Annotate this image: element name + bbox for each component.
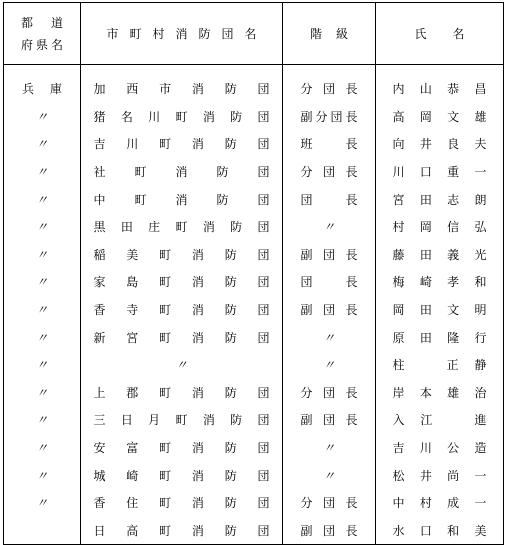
prefecture-cell bbox=[4, 489, 81, 517]
name-cell-text: 岸 本 雄 治 bbox=[392, 385, 487, 400]
name-cell-text: 宮 田 志 朗 bbox=[392, 192, 487, 207]
prefecture-cell-text: 〃 bbox=[35, 413, 48, 428]
prefecture-cell-text: 〃 bbox=[35, 330, 48, 345]
header-rank-label: 階 級 bbox=[310, 27, 348, 41]
rank-cell bbox=[283, 185, 376, 213]
name-cell bbox=[376, 103, 504, 131]
rank-cell bbox=[283, 379, 376, 407]
city-cell-text: 新 宮 町 消 防 団 bbox=[93, 330, 270, 345]
rank-cell bbox=[283, 65, 376, 103]
name-cell-text: 入 江 進 bbox=[392, 413, 487, 428]
table-header bbox=[4, 3, 504, 65]
city-cell-text: 猪 名 川 町 消 防 団 bbox=[93, 109, 270, 124]
rank-cell-text: 分 団 長 bbox=[300, 385, 358, 400]
city-cell-text: 香 寺 町 消 防 団 bbox=[93, 303, 270, 318]
name-cell bbox=[376, 213, 504, 241]
table-row bbox=[4, 185, 504, 213]
rank-cell bbox=[283, 158, 376, 186]
prefecture-cell-text: 〃 bbox=[35, 137, 48, 152]
city-cell bbox=[81, 130, 283, 158]
rank-cell bbox=[283, 489, 376, 517]
name-cell bbox=[376, 434, 504, 462]
name-cell bbox=[376, 268, 504, 296]
rank-cell-text: 団 長 bbox=[300, 192, 358, 207]
city-cell-text: 加 西 市 消 防 団 bbox=[93, 82, 270, 97]
name-cell bbox=[376, 517, 504, 545]
city-cell bbox=[81, 351, 283, 379]
prefecture-cell-text: 〃 bbox=[35, 192, 48, 207]
table-body bbox=[4, 65, 504, 545]
name-cell bbox=[376, 379, 504, 407]
city-cell bbox=[81, 241, 283, 269]
city-cell-text: 上 郡 町 消 防 団 bbox=[93, 385, 270, 400]
rank-cell-text: 副 団 長 bbox=[300, 413, 358, 428]
name-cell bbox=[376, 461, 504, 489]
city-cell bbox=[81, 461, 283, 489]
table-row bbox=[4, 489, 504, 517]
prefecture-cell bbox=[4, 241, 81, 269]
rank-cell-text: 〃 bbox=[322, 330, 335, 345]
header-rank bbox=[283, 3, 376, 65]
prefecture-cell bbox=[4, 130, 81, 158]
name-cell-text: 中 村 成 一 bbox=[392, 496, 487, 511]
rank-cell bbox=[283, 461, 376, 489]
prefecture-cell-text: 〃 bbox=[35, 247, 48, 262]
rank-cell-text: 団 長 bbox=[300, 275, 358, 290]
prefecture-cell-text: 〃 bbox=[35, 468, 48, 483]
prefecture-cell-text: 〃 bbox=[35, 358, 48, 373]
prefecture-cell-text: 〃 bbox=[35, 165, 48, 180]
rank-cell-text: 副 団 長 bbox=[300, 523, 358, 538]
rank-cell-text: 分 団 長 bbox=[300, 82, 358, 97]
city-cell bbox=[81, 213, 283, 241]
table-row bbox=[4, 241, 504, 269]
city-cell-text: 香 住 町 消 防 団 bbox=[93, 496, 270, 511]
name-cell-text: 向 井 良 夫 bbox=[392, 137, 487, 152]
prefecture-cell bbox=[4, 323, 81, 351]
prefecture-cell-text: 〃 bbox=[35, 220, 48, 235]
header-prefecture bbox=[4, 3, 81, 65]
city-cell bbox=[81, 379, 283, 407]
table-row bbox=[4, 213, 504, 241]
name-cell-text: 吉 川 公 造 bbox=[392, 441, 487, 456]
city-cell-text: 日 高 町 消 防 団 bbox=[93, 523, 270, 538]
city-cell-text: 黒 田 庄 町 消 防 団 bbox=[93, 220, 270, 235]
prefecture-cell-text: 〃 bbox=[35, 109, 48, 124]
header-city bbox=[81, 3, 283, 65]
table-row bbox=[4, 406, 504, 434]
rank-cell bbox=[283, 103, 376, 131]
roster-page bbox=[3, 2, 503, 538]
city-cell-text: 中 町 消 防 団 bbox=[93, 192, 270, 207]
prefecture-cell bbox=[4, 461, 81, 489]
rank-cell bbox=[283, 268, 376, 296]
table-row bbox=[4, 268, 504, 296]
table-row bbox=[4, 296, 504, 324]
name-cell-text: 村 岡 信 弘 bbox=[392, 220, 487, 235]
header-prefecture-line2: 府県名 bbox=[21, 37, 63, 52]
rank-cell-text: 〃 bbox=[322, 220, 335, 235]
city-cell bbox=[81, 323, 283, 351]
rank-cell-text: 分 団 長 bbox=[300, 496, 358, 511]
city-cell-text: 安 富 町 消 防 団 bbox=[93, 441, 270, 456]
name-cell bbox=[376, 158, 504, 186]
city-cell bbox=[81, 517, 283, 545]
table-row bbox=[4, 517, 504, 545]
rank-cell bbox=[283, 351, 376, 379]
rank-cell-text: 〃 bbox=[322, 441, 335, 456]
header-row bbox=[4, 3, 504, 65]
prefecture-cell bbox=[4, 406, 81, 434]
prefecture-cell bbox=[4, 185, 81, 213]
name-cell bbox=[376, 323, 504, 351]
rank-cell-text: 分 団 長 bbox=[300, 165, 358, 180]
name-cell-text: 柱 正 静 bbox=[392, 358, 487, 373]
rank-cell bbox=[283, 517, 376, 545]
table-row bbox=[4, 103, 504, 131]
table-row bbox=[4, 434, 504, 462]
city-cell bbox=[81, 406, 283, 434]
name-cell bbox=[376, 130, 504, 158]
city-cell bbox=[81, 296, 283, 324]
city-cell bbox=[81, 158, 283, 186]
prefecture-cell-text: 兵 庫 bbox=[22, 82, 62, 97]
rank-cell bbox=[283, 296, 376, 324]
rank-cell bbox=[283, 434, 376, 462]
name-cell bbox=[376, 489, 504, 517]
name-cell-text: 梅 崎 孝 和 bbox=[392, 275, 487, 290]
prefecture-cell-text: 〃 bbox=[35, 303, 48, 318]
city-cell bbox=[81, 65, 283, 103]
table-row bbox=[4, 461, 504, 489]
name-cell-text: 川 口 重 一 bbox=[392, 165, 487, 180]
name-cell bbox=[376, 406, 504, 434]
name-cell-text: 高 岡 文 雄 bbox=[392, 109, 487, 124]
name-cell bbox=[376, 185, 504, 213]
table-row bbox=[4, 351, 504, 379]
name-cell bbox=[376, 241, 504, 269]
rank-cell bbox=[283, 213, 376, 241]
name-cell-text: 岡 田 文 明 bbox=[392, 303, 487, 318]
fire-brigade-roster-table bbox=[3, 2, 504, 545]
rank-cell bbox=[283, 241, 376, 269]
header-city-label: 市町村消防団名 bbox=[106, 27, 257, 41]
name-cell-text: 藤 田 義 光 bbox=[392, 247, 487, 262]
prefecture-cell bbox=[4, 103, 81, 131]
prefecture-cell bbox=[4, 379, 81, 407]
rank-cell bbox=[283, 323, 376, 351]
table-row bbox=[4, 379, 504, 407]
city-cell-text: 家 島 町 消 防 団 bbox=[93, 275, 270, 290]
prefecture-cell bbox=[4, 65, 81, 103]
city-cell-text: 三 日 月 町 消 防 団 bbox=[93, 413, 270, 428]
prefecture-cell bbox=[4, 268, 81, 296]
prefecture-cell bbox=[4, 434, 81, 462]
header-prefecture-line1: 都 道 bbox=[21, 15, 63, 30]
table-row bbox=[4, 65, 504, 103]
header-name-label: 氏 名 bbox=[414, 27, 465, 41]
prefecture-cell bbox=[4, 213, 81, 241]
city-cell-text: 稲 美 町 消 防 団 bbox=[93, 247, 270, 262]
prefecture-cell-text: 〃 bbox=[35, 496, 48, 511]
name-cell bbox=[376, 351, 504, 379]
name-cell-text: 内 山 恭 昌 bbox=[392, 82, 487, 97]
name-cell bbox=[376, 296, 504, 324]
city-cell-text: 〃 bbox=[175, 358, 188, 373]
rank-cell-text: 副 団 長 bbox=[300, 303, 358, 318]
city-cell bbox=[81, 185, 283, 213]
table-row bbox=[4, 323, 504, 351]
prefecture-cell bbox=[4, 296, 81, 324]
name-cell-text: 原 田 隆 行 bbox=[392, 330, 487, 345]
city-cell bbox=[81, 434, 283, 462]
rank-cell-text: 副分団長 bbox=[300, 109, 358, 124]
name-cell bbox=[376, 65, 504, 103]
prefecture-cell bbox=[4, 158, 81, 186]
name-cell-text: 水 口 和 美 bbox=[392, 523, 487, 538]
header-name bbox=[376, 3, 504, 65]
rank-cell-text: 副 団 長 bbox=[300, 247, 358, 262]
rank-cell-text: 〃 bbox=[322, 468, 335, 483]
prefecture-cell-text: 〃 bbox=[35, 275, 48, 290]
city-cell-text: 城 崎 町 消 防 団 bbox=[93, 468, 270, 483]
rank-cell bbox=[283, 130, 376, 158]
rank-cell-text: 〃 bbox=[322, 358, 335, 373]
rank-cell-text: 班 長 bbox=[300, 137, 358, 152]
prefecture-cell-text: 〃 bbox=[35, 385, 48, 400]
rank-cell bbox=[283, 406, 376, 434]
city-cell bbox=[81, 268, 283, 296]
table-row bbox=[4, 130, 504, 158]
city-cell-text: 吉 川 町 消 防 団 bbox=[93, 137, 270, 152]
city-cell bbox=[81, 103, 283, 131]
prefecture-cell bbox=[4, 517, 81, 545]
prefecture-cell-text: 〃 bbox=[35, 441, 48, 456]
prefecture-cell bbox=[4, 351, 81, 379]
city-cell-text: 社 町 消 防 団 bbox=[93, 165, 270, 180]
table-row bbox=[4, 158, 504, 186]
city-cell bbox=[81, 489, 283, 517]
name-cell-text: 松 井 尚 一 bbox=[392, 468, 487, 483]
